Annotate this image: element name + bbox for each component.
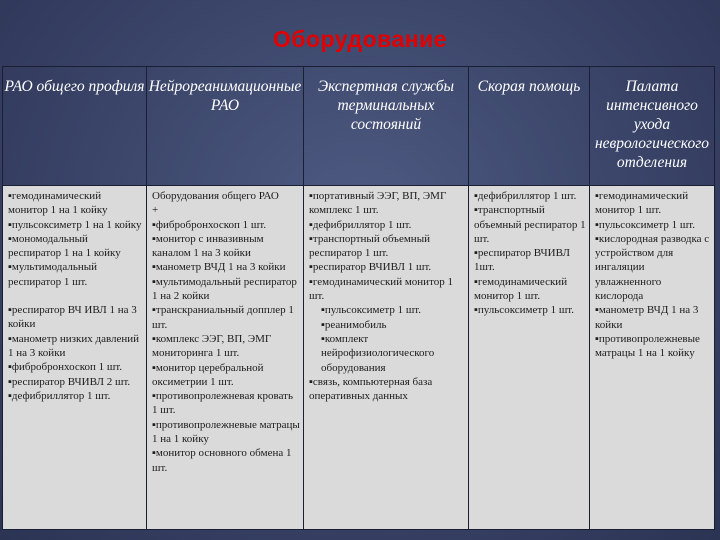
list-item: ▪дефибриллятор 1 шт. — [8, 389, 111, 402]
cell-neuro-rao — [147, 186, 304, 530]
list-item: ▪монитор основного обмена 1 шт. — [152, 447, 292, 474]
list-item: Оборудования общего РАО — [152, 190, 279, 202]
list-item: ▪кислородная разводка с устройством для ингаляции увлажненного кислорода — [595, 232, 710, 303]
list-item: ▪транспортный объемный респиратор 1 шт. — [309, 232, 430, 260]
list-item: ▪пульсоксиметр 1 шт. — [321, 304, 422, 317]
list-item: ▪связь, компьютерная база оперативных данных — [309, 375, 433, 403]
list-item: ▪комплекс ЭЭГ, ВП, ЭМГ мониторинга 1 шт. — [152, 332, 272, 360]
list-item: ▪респиратор ВЧИВЛ 2 шт. — [8, 375, 131, 388]
slide-title: Оборудование — [272, 26, 448, 52]
list-item: ▪пульсоксиметр 1 шт. — [474, 304, 575, 317]
cell-rao-general — [3, 186, 147, 530]
header-rao-general: РАО общего профиля — [3, 67, 147, 186]
cell-neuro-ward — [590, 186, 715, 530]
list-item: ▪противопролежневая кровать 1 шт. — [152, 390, 293, 417]
list-item: ▪противопролежневые матрацы 1 на 1 койку — [595, 332, 700, 360]
list-item: ▪монитор с инвазивным каналом 1 на 3 койки — [152, 232, 264, 260]
list-item: ▪транскраниальный допплер 1 шт. — [152, 304, 294, 331]
list-item: ▪реанимобиль — [321, 318, 387, 331]
list-item: ▪гемодинамический монитор 1 на 1 койку — [8, 190, 108, 217]
spacer — [8, 289, 143, 303]
header-neuro-rao: Нейрореанимационные РАО — [147, 67, 304, 186]
cell-expert-service — [304, 186, 469, 530]
list-item: ▪манометр ВЧД 1 на 3 койки — [595, 304, 699, 331]
list-item: ▪мультимодальный респиратор 1 шт. — [8, 261, 98, 288]
list-item: ▪портативный ЭЭГ, ВП, ЭМГ комплекс 1 шт. — [309, 190, 447, 217]
list-item: ▪монитор церебральной оксиметрии 1 шт. — [152, 361, 264, 388]
header-row — [3, 67, 715, 186]
header-ambulance: Скорая помощь — [469, 67, 590, 186]
list-item: ▪респиратор ВЧ ИВЛ 1 на 3 койки — [8, 304, 137, 331]
list-item: ▪дефибриллятор 1 шт. — [474, 190, 577, 202]
list-item: ▪комплект нейрофизиологического оборудования — [321, 332, 435, 374]
list-item: ▪респиратор ВЧИВЛ 1шт. — [474, 247, 570, 274]
content-row — [3, 186, 715, 530]
cell-ambulance — [469, 186, 590, 530]
equipment-table — [2, 66, 715, 530]
list-item: ▪мономодальный респиратор 1 на 1 койку — [8, 232, 121, 260]
list-item: ▪гемодинамический монитор 1 шт. — [309, 275, 453, 303]
list-item: ▪дефибриллятор 1 шт. — [309, 218, 412, 231]
list-item: ▪респиратор ВЧИВЛ 1 шт. — [309, 261, 432, 274]
list-item: + — [152, 204, 159, 217]
list-item: ▪фибробронхоскоп 1 шт. — [8, 361, 123, 374]
header-expert-service: Экспертная службы терминальных состояний — [304, 67, 469, 186]
list-item: ▪гемодинамический монитор 1 шт. — [595, 190, 689, 217]
list-item: ▪гемодинамический монитор 1 шт. — [474, 275, 568, 303]
header-neuro-ward: Палата интенсивного ухода неврологического отделения — [590, 67, 715, 186]
list-item: ▪пульсоксиметр 1 шт. — [595, 218, 696, 231]
list-item: ▪фибробронхоскоп 1 шт. — [152, 218, 267, 231]
list-item: ▪манометр низких давлений 1 на 3 койки — [8, 332, 140, 359]
list-item: ▪манометр ВЧД 1 на 3 койки — [152, 261, 286, 274]
list-item: ▪транспортный объемный респиратор 1 шт. — [474, 204, 586, 245]
list-item: ▪пульсоксиметр 1 на 1 койку — [8, 218, 142, 231]
list-item: ▪противопролежневые матрацы 1 на 1 койку — [152, 418, 300, 446]
list-item: ▪мультимодальный респиратор 1 на 2 койки — [152, 275, 297, 303]
